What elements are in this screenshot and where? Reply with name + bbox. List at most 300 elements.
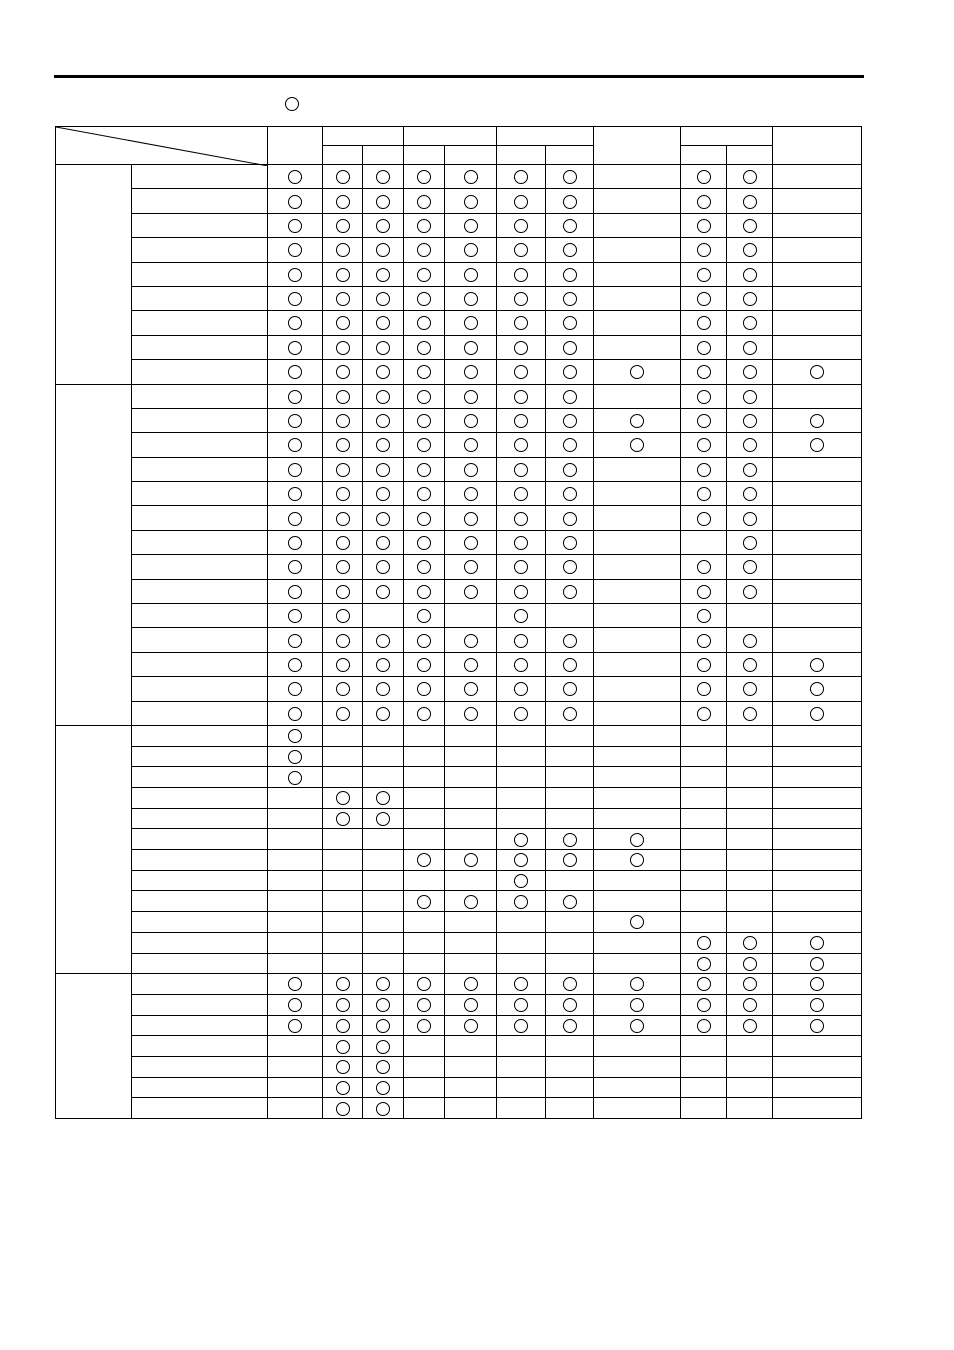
circle-icon bbox=[743, 390, 757, 404]
matrix-cell bbox=[323, 829, 363, 850]
circle-icon bbox=[630, 365, 644, 379]
circle-icon bbox=[288, 292, 302, 306]
row-label-cell bbox=[132, 767, 268, 788]
circle-icon bbox=[810, 414, 824, 428]
circle-icon bbox=[464, 170, 478, 184]
circle-icon bbox=[288, 750, 302, 764]
matrix-cell bbox=[404, 286, 445, 310]
matrix-cell bbox=[681, 238, 727, 262]
row-label-cell bbox=[132, 932, 268, 953]
matrix-cell bbox=[363, 213, 404, 237]
matrix-cell bbox=[497, 1015, 546, 1036]
circle-icon bbox=[336, 512, 350, 526]
circle-icon bbox=[288, 487, 302, 501]
matrix-cell bbox=[727, 604, 773, 628]
matrix-cell bbox=[363, 1036, 404, 1057]
matrix-cell bbox=[497, 530, 546, 554]
circle-icon bbox=[376, 998, 390, 1012]
matrix-cell bbox=[594, 482, 681, 506]
matrix-cell bbox=[363, 652, 404, 676]
circle-icon bbox=[417, 243, 431, 257]
circle-icon bbox=[514, 292, 528, 306]
circle-icon bbox=[336, 707, 350, 721]
matrix-cell bbox=[268, 891, 323, 912]
matrix-cell bbox=[268, 506, 323, 530]
matrix-cell bbox=[268, 457, 323, 481]
matrix-cell bbox=[268, 408, 323, 432]
matrix-cell bbox=[268, 433, 323, 457]
circle-icon bbox=[376, 365, 390, 379]
matrix-cell bbox=[445, 238, 497, 262]
matrix-cell bbox=[497, 335, 546, 359]
matrix-cell bbox=[681, 555, 727, 579]
matrix-cell bbox=[773, 746, 862, 767]
circle-icon bbox=[563, 895, 577, 909]
matrix-cell bbox=[594, 1077, 681, 1098]
circle-icon bbox=[743, 998, 757, 1012]
matrix-cell bbox=[497, 262, 546, 286]
matrix-cell bbox=[727, 912, 773, 933]
circle-icon bbox=[376, 1040, 390, 1054]
matrix-cell bbox=[497, 384, 546, 408]
matrix-cell bbox=[323, 808, 363, 829]
matrix-cell bbox=[681, 408, 727, 432]
circle-icon bbox=[464, 463, 478, 477]
circle-icon bbox=[376, 292, 390, 306]
matrix-cell bbox=[773, 311, 862, 335]
matrix-cell bbox=[445, 335, 497, 359]
matrix-cell bbox=[773, 628, 862, 652]
circle-icon bbox=[417, 219, 431, 233]
circle-icon bbox=[464, 341, 478, 355]
circle-icon bbox=[288, 365, 302, 379]
matrix-cell bbox=[594, 457, 681, 481]
matrix-cell bbox=[594, 953, 681, 974]
matrix-cell bbox=[773, 932, 862, 953]
compatibility-matrix bbox=[55, 126, 862, 1119]
matrix-cell bbox=[497, 579, 546, 603]
matrix-cell bbox=[497, 506, 546, 530]
row-label-cell bbox=[132, 1077, 268, 1098]
matrix-cell bbox=[404, 238, 445, 262]
circle-icon bbox=[376, 791, 390, 805]
matrix-cell bbox=[445, 725, 497, 746]
matrix-cell bbox=[404, 604, 445, 628]
matrix-cell bbox=[497, 457, 546, 481]
matrix-cell bbox=[445, 628, 497, 652]
matrix-cell bbox=[497, 677, 546, 701]
circle-icon bbox=[336, 487, 350, 501]
matrix-header bbox=[56, 127, 862, 165]
matrix-cell bbox=[404, 808, 445, 829]
circle-icon bbox=[514, 512, 528, 526]
matrix-cell bbox=[497, 408, 546, 432]
circle-icon bbox=[288, 729, 302, 743]
matrix-cell bbox=[727, 408, 773, 432]
matrix-cell bbox=[727, 433, 773, 457]
group-label-cell bbox=[56, 974, 132, 1119]
circle-icon bbox=[464, 1019, 478, 1033]
matrix-cell bbox=[268, 788, 323, 809]
circle-icon bbox=[810, 977, 824, 991]
circle-icon bbox=[743, 170, 757, 184]
matrix-cell bbox=[594, 1036, 681, 1057]
matrix-cell bbox=[727, 189, 773, 213]
matrix-cell bbox=[445, 482, 497, 506]
matrix-cell bbox=[323, 238, 363, 262]
circle-icon bbox=[417, 438, 431, 452]
matrix-cell bbox=[681, 974, 727, 995]
matrix-cell bbox=[546, 953, 594, 974]
circle-icon bbox=[336, 1060, 350, 1074]
circle-icon bbox=[514, 438, 528, 452]
row-label-cell bbox=[132, 457, 268, 481]
matrix-cell bbox=[445, 262, 497, 286]
circle-icon bbox=[417, 977, 431, 991]
matrix-cell bbox=[594, 912, 681, 933]
circle-icon bbox=[697, 243, 711, 257]
circle-icon bbox=[336, 463, 350, 477]
row-label-cell bbox=[132, 311, 268, 335]
circle-icon bbox=[417, 390, 431, 404]
circle-icon bbox=[563, 1019, 577, 1033]
circle-icon bbox=[417, 365, 431, 379]
matrix-cell bbox=[497, 808, 546, 829]
matrix-cell bbox=[727, 311, 773, 335]
matrix-cell bbox=[681, 829, 727, 850]
matrix-cell bbox=[323, 1098, 363, 1119]
matrix-cell bbox=[445, 652, 497, 676]
circle-icon bbox=[336, 658, 350, 672]
matrix-cell bbox=[681, 360, 727, 384]
table-row bbox=[56, 165, 862, 189]
matrix-cell bbox=[363, 701, 404, 725]
matrix-cell bbox=[773, 530, 862, 554]
circle-icon bbox=[697, 170, 711, 184]
matrix-cell bbox=[268, 1098, 323, 1119]
circle-icon bbox=[464, 365, 478, 379]
circle-icon bbox=[417, 853, 431, 867]
matrix-cell bbox=[727, 850, 773, 871]
circle-icon bbox=[417, 512, 431, 526]
circle-icon bbox=[563, 243, 577, 257]
matrix-cell bbox=[404, 788, 445, 809]
circle-icon bbox=[336, 170, 350, 184]
matrix-cell bbox=[363, 604, 404, 628]
circle-icon bbox=[563, 195, 577, 209]
matrix-cell bbox=[363, 433, 404, 457]
circle-icon bbox=[288, 1019, 302, 1033]
matrix-cell bbox=[445, 953, 497, 974]
matrix-cell bbox=[727, 746, 773, 767]
matrix-cell bbox=[594, 433, 681, 457]
row-label-cell bbox=[132, 189, 268, 213]
circle-icon bbox=[697, 560, 711, 574]
circle-icon bbox=[514, 977, 528, 991]
circle-icon bbox=[743, 634, 757, 648]
matrix-cell bbox=[773, 1098, 862, 1119]
matrix-cell bbox=[497, 1036, 546, 1057]
row-label-cell bbox=[132, 1098, 268, 1119]
circle-icon bbox=[464, 268, 478, 282]
matrix-cell bbox=[681, 891, 727, 912]
matrix-cell bbox=[594, 725, 681, 746]
matrix-cell bbox=[445, 1056, 497, 1077]
circle-icon bbox=[810, 658, 824, 672]
circle-icon bbox=[697, 936, 711, 950]
matrix-cell bbox=[727, 579, 773, 603]
matrix-cell bbox=[497, 850, 546, 871]
matrix-cell bbox=[404, 1077, 445, 1098]
header-col-f bbox=[681, 127, 773, 146]
matrix-cell bbox=[497, 767, 546, 788]
circle-icon bbox=[417, 170, 431, 184]
matrix-cell bbox=[404, 360, 445, 384]
matrix-cell bbox=[445, 408, 497, 432]
matrix-cell bbox=[681, 262, 727, 286]
matrix-cell bbox=[404, 165, 445, 189]
circle-icon bbox=[417, 292, 431, 306]
matrix-cell bbox=[681, 506, 727, 530]
circle-icon bbox=[563, 707, 577, 721]
matrix-cell bbox=[546, 932, 594, 953]
circle-icon bbox=[514, 609, 528, 623]
circle-icon bbox=[376, 341, 390, 355]
matrix-cell bbox=[546, 433, 594, 457]
matrix-cell bbox=[681, 725, 727, 746]
table-row bbox=[56, 238, 862, 262]
circle-icon bbox=[464, 682, 478, 696]
matrix-cell bbox=[323, 677, 363, 701]
row-label-cell bbox=[132, 555, 268, 579]
matrix-cell bbox=[323, 311, 363, 335]
circle-icon bbox=[288, 463, 302, 477]
circle-icon bbox=[810, 707, 824, 721]
circle-icon bbox=[464, 585, 478, 599]
matrix-cell bbox=[497, 932, 546, 953]
matrix-cell bbox=[681, 677, 727, 701]
matrix-cell bbox=[594, 408, 681, 432]
circle-icon bbox=[514, 243, 528, 257]
matrix-cell bbox=[727, 974, 773, 995]
matrix-cell bbox=[497, 870, 546, 891]
matrix-cell bbox=[445, 994, 497, 1015]
matrix-cell bbox=[546, 360, 594, 384]
matrix-cell bbox=[727, 1056, 773, 1077]
matrix-cell bbox=[497, 912, 546, 933]
circle-icon bbox=[810, 936, 824, 950]
matrix-cell bbox=[323, 701, 363, 725]
circle-icon bbox=[514, 1019, 528, 1033]
circle-icon bbox=[697, 341, 711, 355]
matrix-cell bbox=[727, 213, 773, 237]
table-row bbox=[56, 1036, 862, 1057]
matrix-cell bbox=[323, 870, 363, 891]
matrix-cell bbox=[404, 457, 445, 481]
matrix-cell bbox=[594, 1098, 681, 1119]
circle-icon bbox=[417, 1019, 431, 1033]
matrix-cell bbox=[727, 360, 773, 384]
matrix-cell bbox=[363, 953, 404, 974]
matrix-cell bbox=[323, 506, 363, 530]
matrix-cell bbox=[773, 1056, 862, 1077]
matrix-cell bbox=[773, 808, 862, 829]
matrix-cell bbox=[546, 579, 594, 603]
matrix-cell bbox=[268, 238, 323, 262]
circle-icon bbox=[563, 219, 577, 233]
matrix-cell bbox=[445, 1098, 497, 1119]
matrix-cell bbox=[404, 1015, 445, 1036]
matrix-cell bbox=[497, 974, 546, 995]
header-col-a bbox=[268, 127, 323, 165]
matrix-cell bbox=[681, 808, 727, 829]
matrix-cell bbox=[445, 311, 497, 335]
matrix-cell bbox=[681, 701, 727, 725]
circle-icon bbox=[336, 1081, 350, 1095]
matrix-cell bbox=[445, 891, 497, 912]
table-row bbox=[56, 604, 862, 628]
matrix-cell bbox=[445, 701, 497, 725]
matrix-cell bbox=[727, 932, 773, 953]
circle-icon bbox=[697, 634, 711, 648]
circle-icon bbox=[288, 390, 302, 404]
matrix-cell bbox=[323, 1077, 363, 1098]
matrix-cell bbox=[773, 953, 862, 974]
circle-icon bbox=[514, 365, 528, 379]
matrix-cell bbox=[727, 506, 773, 530]
circle-icon bbox=[697, 658, 711, 672]
matrix-cell bbox=[546, 262, 594, 286]
circle-icon bbox=[464, 536, 478, 550]
matrix-cell bbox=[268, 335, 323, 359]
matrix-cell bbox=[404, 1098, 445, 1119]
matrix-cell bbox=[727, 165, 773, 189]
circle-icon bbox=[417, 536, 431, 550]
matrix-cell bbox=[323, 652, 363, 676]
matrix-cell bbox=[363, 767, 404, 788]
matrix-cell bbox=[323, 725, 363, 746]
matrix-cell bbox=[681, 189, 727, 213]
row-label-cell bbox=[132, 994, 268, 1015]
matrix-cell bbox=[727, 286, 773, 310]
matrix-cell bbox=[727, 628, 773, 652]
circle-icon bbox=[563, 170, 577, 184]
matrix-cell bbox=[268, 746, 323, 767]
matrix-cell bbox=[546, 238, 594, 262]
matrix-cell bbox=[546, 850, 594, 871]
circle-icon bbox=[514, 585, 528, 599]
matrix-cell bbox=[594, 384, 681, 408]
row-label-cell bbox=[132, 1036, 268, 1057]
circle-icon bbox=[376, 195, 390, 209]
matrix-cell bbox=[727, 335, 773, 359]
matrix-cell bbox=[681, 213, 727, 237]
matrix-cell bbox=[363, 286, 404, 310]
matrix-cell bbox=[404, 746, 445, 767]
matrix-cell bbox=[773, 506, 862, 530]
matrix-cell bbox=[323, 286, 363, 310]
circle-icon bbox=[743, 957, 757, 971]
circle-icon bbox=[563, 512, 577, 526]
circle-icon bbox=[336, 414, 350, 428]
table-row bbox=[56, 1077, 862, 1098]
row-label-cell bbox=[132, 286, 268, 310]
circle-icon bbox=[630, 998, 644, 1012]
circle-icon bbox=[810, 682, 824, 696]
matrix-cell bbox=[363, 1077, 404, 1098]
matrix-cell bbox=[363, 482, 404, 506]
matrix-cell bbox=[404, 311, 445, 335]
circle-icon bbox=[464, 998, 478, 1012]
matrix-cell bbox=[773, 555, 862, 579]
header-sub bbox=[546, 146, 594, 165]
matrix-cell bbox=[363, 1098, 404, 1119]
matrix-cell bbox=[773, 604, 862, 628]
matrix-cell bbox=[323, 457, 363, 481]
matrix-cell bbox=[594, 767, 681, 788]
circle-icon bbox=[563, 853, 577, 867]
circle-icon bbox=[376, 243, 390, 257]
matrix-cell bbox=[546, 746, 594, 767]
circle-icon bbox=[376, 658, 390, 672]
table-row bbox=[56, 189, 862, 213]
circle-icon bbox=[514, 682, 528, 696]
matrix-cell bbox=[497, 701, 546, 725]
matrix-cell bbox=[681, 912, 727, 933]
matrix-cell bbox=[773, 725, 862, 746]
matrix-cell bbox=[497, 994, 546, 1015]
matrix-cell bbox=[323, 788, 363, 809]
table-row bbox=[56, 994, 862, 1015]
circle-icon bbox=[288, 998, 302, 1012]
circle-icon bbox=[288, 682, 302, 696]
matrix-cell bbox=[323, 767, 363, 788]
matrix-cell bbox=[323, 604, 363, 628]
circle-icon bbox=[514, 895, 528, 909]
matrix-cell bbox=[323, 746, 363, 767]
matrix-cell bbox=[773, 788, 862, 809]
header-diagonal-cell bbox=[56, 127, 268, 165]
circle-icon bbox=[336, 316, 350, 330]
circle-icon bbox=[288, 707, 302, 721]
matrix-cell bbox=[268, 1077, 323, 1098]
matrix-cell bbox=[727, 482, 773, 506]
matrix-cell bbox=[594, 604, 681, 628]
circle-icon bbox=[417, 341, 431, 355]
matrix-cell bbox=[323, 555, 363, 579]
circle-icon bbox=[288, 170, 302, 184]
matrix-cell bbox=[773, 994, 862, 1015]
matrix-cell bbox=[773, 1077, 862, 1098]
row-label-cell bbox=[132, 808, 268, 829]
circle-icon bbox=[336, 1102, 350, 1116]
matrix-cell bbox=[773, 891, 862, 912]
matrix-cell bbox=[497, 1077, 546, 1098]
circle-icon bbox=[697, 998, 711, 1012]
matrix-cell bbox=[546, 652, 594, 676]
circle-icon bbox=[288, 609, 302, 623]
matrix-cell bbox=[445, 579, 497, 603]
circle-icon bbox=[417, 268, 431, 282]
matrix-cell bbox=[404, 870, 445, 891]
matrix-cell bbox=[404, 994, 445, 1015]
circle-icon bbox=[288, 585, 302, 599]
circle-icon bbox=[743, 292, 757, 306]
circle-icon bbox=[288, 341, 302, 355]
matrix-cell bbox=[594, 891, 681, 912]
circle-icon bbox=[288, 536, 302, 550]
matrix-cell bbox=[404, 725, 445, 746]
